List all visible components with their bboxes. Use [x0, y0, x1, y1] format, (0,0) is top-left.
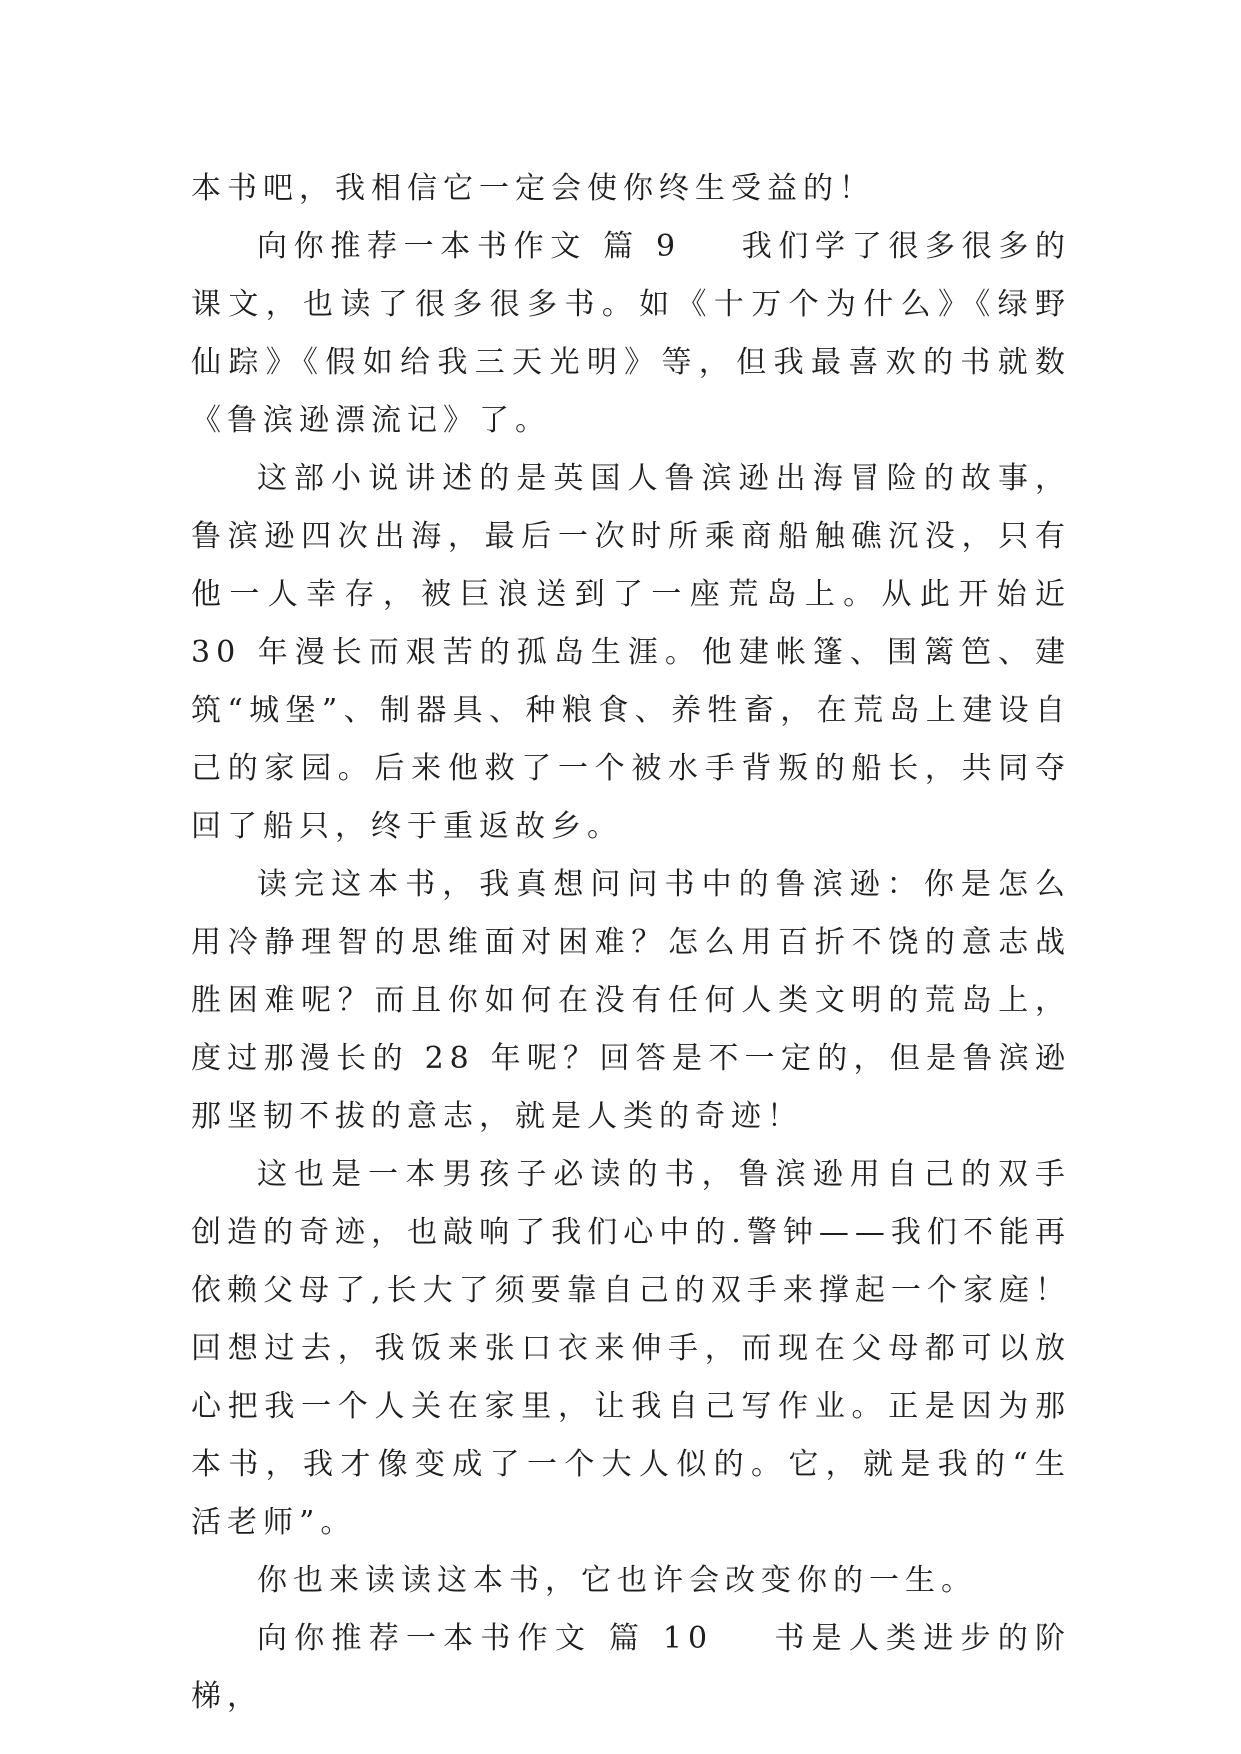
paragraph-2 — [191, 218, 1071, 450]
paragraph-6 — [191, 1552, 1071, 1610]
paragraph-text: 这部小说讲述的是英国人鲁滨逊出海冒险的故事，鲁滨逊四次出海，最后一次时所乘商船触礁沉没，只有他一人幸存，被巨浪送到了一座荒岛上。从此开始近 30 年漫长而艰苦的孤岛生涯。他建帐篷、围篱笆、建筑“城堡”、制器具、种粮食、养牲畜，在荒岛上建设自己的家园。后来他救了一个被水手背叛的船长，共同夺回了船只，终于重返故乡。 — [191, 461, 1071, 844]
paragraph-text: 书是人类进步的阶梯， — [191, 1621, 1072, 1714]
paragraph-3 — [191, 450, 1071, 856]
paragraph-4 — [191, 856, 1071, 1146]
section-heading: 向你推荐一本书作文 篇 9 — [257, 229, 682, 264]
paragraph-text: 这也是一本男孩子必读的书，鲁滨逊用自己的双手创造的奇迹，也敲响了我们心中的.警钟——我们不能再依赖父母了,长大了须要靠自己的双手来撑起一个家庭！回想过去，我饭来张口衣来伸手，而现在父母都可以放心把我一个人关在家里，让我自己写作业。正是因为那本书，我才像变成了一个大人似的。它，就是我的“生活老师”。 — [191, 1157, 1071, 1540]
paragraph-7 — [191, 1610, 1071, 1726]
section-heading: 向你推荐一本书作文 篇 10 — [257, 1621, 714, 1656]
paragraph-text: 你也来读读这本书，它也许会改变你的一生。 — [257, 1563, 977, 1598]
paragraph-1 — [191, 160, 1071, 218]
paragraph-text: 读完这本书，我真想问问书中的鲁滨逊：你是怎么用冷静理智的思维面对困难？怎么用百折不饶的意志战胜困难呢？而且你如何在没有任何人类文明的荒岛上，度过那漫长的 28 年呢？回答是不一定的，但是鲁滨逊那坚韧不拔的意志，就是人类的奇迹！ — [191, 867, 1071, 1134]
paragraph-text: 我们学了很多很多的课文，也读了很多很多书。如《十万个为什么》《绿野仙踪》《假如给我三天光明》等，但我最喜欢的书就数《鲁滨逊漂流记》了。 — [191, 229, 1071, 438]
paragraph-5 — [191, 1146, 1071, 1552]
paragraph-text: 本书吧，我相信它一定会使你终生受益的！ — [191, 171, 875, 206]
essay-body — [191, 160, 1071, 1726]
